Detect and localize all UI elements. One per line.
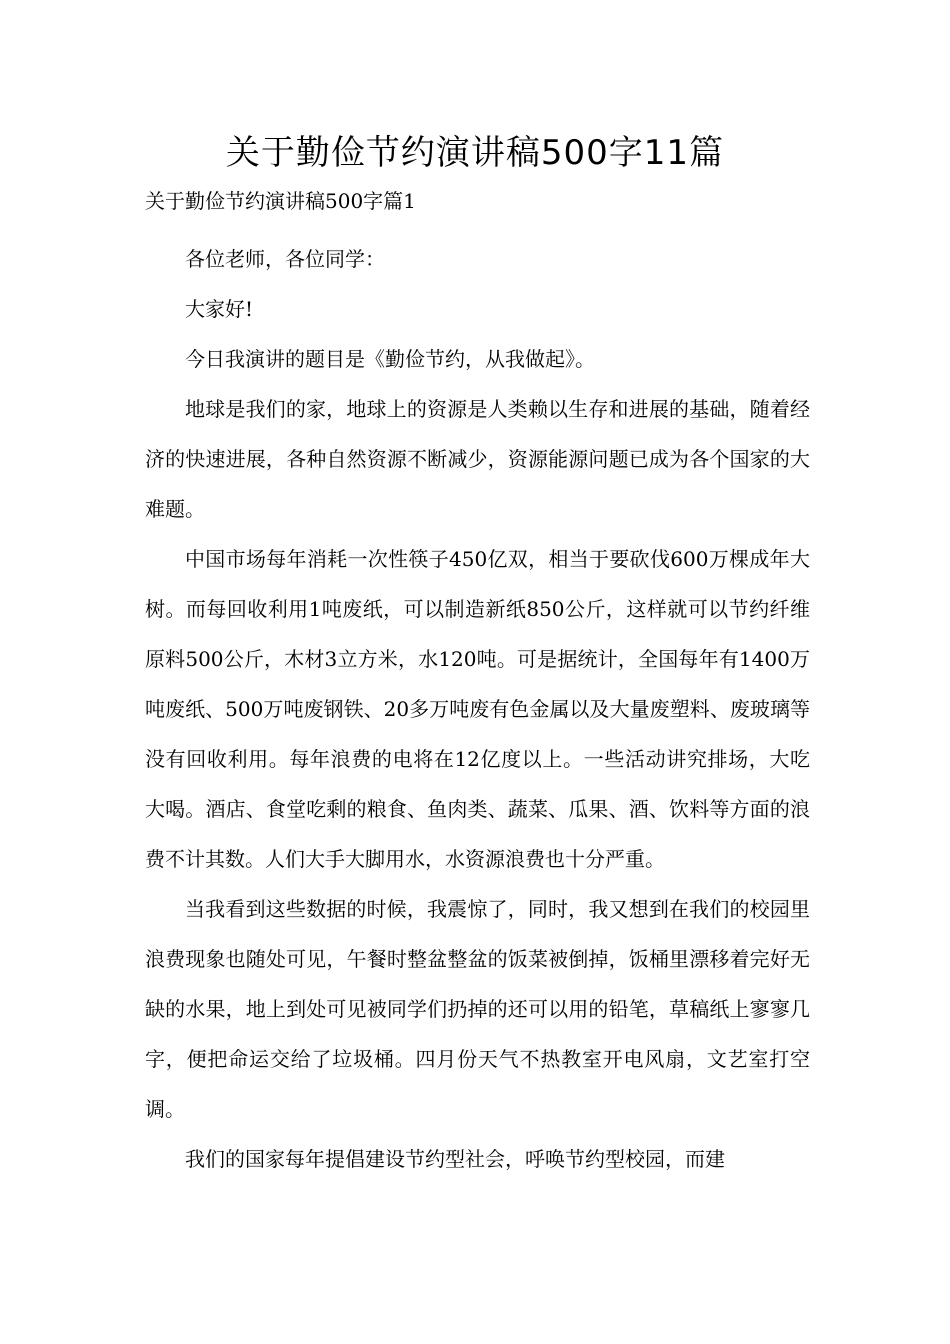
section-heading: 关于勤俭节约演讲稿500字篇1 xyxy=(145,189,416,213)
document-title: 关于勤俭节约演讲稿500字11篇 xyxy=(225,133,725,173)
paragraph-hello: 大家好! xyxy=(185,297,254,321)
paragraph-nation: 我们的国家每年提倡建设节约型社会，呼唤节约型校园，而建 xyxy=(185,1147,725,1171)
document-body xyxy=(145,234,810,1184)
paragraph-earth: 地球是我们的家，地球上的资源是人类赖以生存和进展的基础，随着经济的快速进展，各种自然资源不断减少，资源能源问题已成为各个国家的大难题。 xyxy=(145,397,810,521)
paragraph-statistics: 中国市场每年消耗一次性筷子450亿双，相当于要砍伐600万棵成年大树。而每回收利用1吨废纸，可以制造新纸850公斤，这样就可以节约纤维原料500公斤，木材3立方米，水120吨。可是据统计，全国每年有1400万吨废纸、500万吨废钢铁、20多万吨废有色金属以及大量废塑料、废玻璃等没有回收利用。每年浪费的电将在12亿度以上。一些活动讲究排场，大吃大喝。酒店、食堂吃剩的粮食、鱼肉类、蔬菜、瓜果、酒、饮料等方面的浪费不计其数。人们大手大脚用水，水资源浪费也十分严重。 xyxy=(145,547,810,871)
paragraph-campus: 当我看到这些数据的时候，我震惊了，同时，我又想到在我们的校园里浪费现象也随处可见，午餐时整盆整盆的饭菜被倒掉，饭桶里漂移着完好无缺的水果，地上到处可见被同学们扔掉的还可以用的铅笔，草稿纸上寥寥几字，便把命运交给了垃圾桶。四月份天气不热教室开电风扇，文艺室打空调。 xyxy=(145,897,810,1121)
paragraph-topic: 今日我演讲的题目是《勤俭节约，从我做起》。 xyxy=(185,347,595,371)
paragraph-greeting: 各位老师，各位同学： xyxy=(185,247,385,271)
